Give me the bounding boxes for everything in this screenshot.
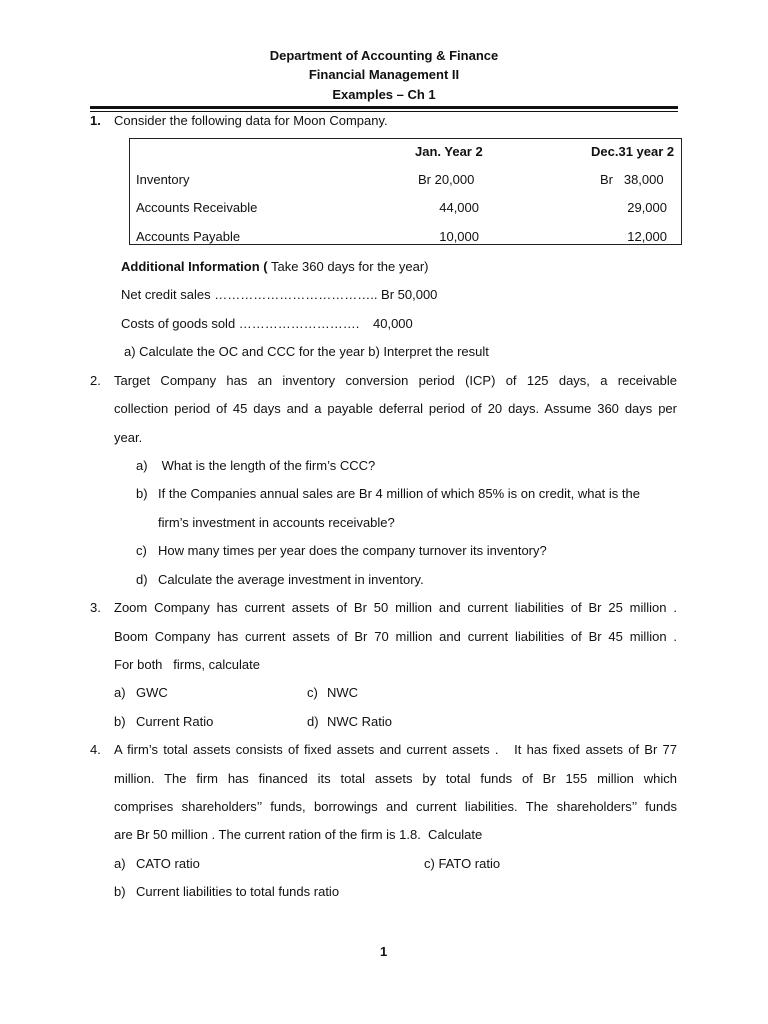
q2-a-label: a) bbox=[136, 458, 148, 473]
q4-b-label: b) bbox=[114, 884, 126, 899]
table-cell-jan: 10,000 bbox=[439, 229, 479, 244]
q1-text: Consider the following data for Moon Company. bbox=[114, 113, 388, 128]
q1-net-credit-sales: Net credit sales ……………………………….. Br 50,000 bbox=[121, 287, 438, 302]
q1-number: 1. bbox=[90, 113, 101, 128]
q1-cogs-value: 40,000 bbox=[373, 316, 413, 331]
q2-d-text: Calculate the average investment in inventory. bbox=[158, 572, 424, 587]
table-cell-dec: 29,000 bbox=[627, 200, 667, 215]
q3-number: 3. bbox=[90, 600, 101, 615]
additional-info-label: Additional Information ( bbox=[121, 259, 268, 274]
q4-c-text: c) FATO ratio bbox=[424, 856, 501, 871]
q3-a-label: a) bbox=[114, 685, 126, 700]
q3-b-text: Current Ratio bbox=[136, 714, 214, 729]
q1-cogs-label: Costs of goods sold ………………………. bbox=[121, 316, 360, 331]
q3-a-text: GWC bbox=[136, 685, 168, 700]
q4-line-2: million. The firm has financed its total assets by total funds of Br 155 million which bbox=[114, 771, 677, 786]
table-col-jan-header: Jan. Year 2 bbox=[415, 144, 483, 159]
table-cell-jan: 44,000 bbox=[439, 200, 479, 215]
q2-number: 2. bbox=[90, 373, 101, 388]
table-col-dec-header: Dec.31 year 2 bbox=[591, 144, 675, 159]
table-row-label: Accounts Receivable bbox=[136, 200, 258, 215]
q4-line-1: A firm’s total assets consists of fixed assets and current assets . It has fixed assets of Br 77 bbox=[114, 742, 677, 757]
q3-line-3: For both firms, calculate bbox=[114, 657, 260, 672]
q2-c-label: c) bbox=[136, 543, 147, 558]
q2-c-text: How many times per year does the company turnover its inventory? bbox=[158, 543, 547, 558]
header-rule-thick bbox=[90, 106, 678, 109]
table-cell-dec: 12,000 bbox=[627, 229, 667, 244]
q2-line-3: year. bbox=[114, 430, 143, 445]
q4-b-text: Current liabilities to total funds ratio bbox=[136, 884, 340, 899]
q1-tasks: a) Calculate the OC and CCC for the year b) Interpret the result bbox=[124, 344, 489, 359]
q3-d-label: d) bbox=[307, 714, 319, 729]
q3-b-label: b) bbox=[114, 714, 126, 729]
q3-line-2: Boom Company has current assets of Br 70 million and current liabilities of Br 45 million . bbox=[114, 629, 677, 644]
q3-d-text: NWC Ratio bbox=[327, 714, 393, 729]
q4-number: 4. bbox=[90, 742, 101, 757]
q4-a-text: CATO ratio bbox=[136, 856, 200, 871]
q3-line-1: Zoom Company has current assets of Br 50 million and current liabilities of Br 25 million . bbox=[114, 600, 677, 615]
table-row-label: Accounts Payable bbox=[136, 229, 241, 244]
additional-info-note: Take 360 days for the year) bbox=[267, 259, 429, 274]
q3-c-text: NWC bbox=[327, 685, 359, 700]
table-row-label: Inventory bbox=[136, 172, 190, 187]
q1-additional-info bbox=[121, 259, 429, 274]
page-number: 1 bbox=[380, 944, 388, 959]
q3-c-label: c) bbox=[307, 685, 318, 700]
chapter-title: Examples – Ch 1 bbox=[332, 87, 436, 102]
q2-b-text-2: firm’s investment in accounts receivable? bbox=[158, 515, 395, 530]
q2-a-text: What is the length of the firm’s CCC? bbox=[158, 458, 376, 473]
q2-line-1: Target Company has an inventory conversion period (ICP) of 125 days, a receivable bbox=[114, 373, 677, 388]
q4-a-label: a) bbox=[114, 856, 126, 871]
header-rule-thin bbox=[90, 111, 678, 112]
q2-b-text-1: If the Companies annual sales are Br 4 million of which 85% is on credit, what is the bbox=[158, 486, 640, 501]
table-cell-jan: Br 20,000 bbox=[418, 172, 475, 187]
q2-b-label: b) bbox=[136, 486, 148, 501]
course-title: Financial Management II bbox=[308, 67, 460, 82]
q2-d-label: d) bbox=[136, 572, 148, 587]
q2-line-2: collection period of 45 days and a payable deferral period of 20 days. Assume 360 days per bbox=[114, 401, 677, 416]
q4-line-4: are Br 50 million . The current ration of the firm is 1.8. Calculate bbox=[114, 827, 483, 842]
table-cell-dec: Br 38,000 bbox=[600, 172, 664, 187]
department-title: Department of Accounting & Finance bbox=[269, 48, 499, 63]
q1-data-table bbox=[129, 138, 682, 245]
q4-line-3: comprises shareholders’’ funds, borrowings and current liabilities. The shareholders’’ funds bbox=[114, 799, 677, 814]
